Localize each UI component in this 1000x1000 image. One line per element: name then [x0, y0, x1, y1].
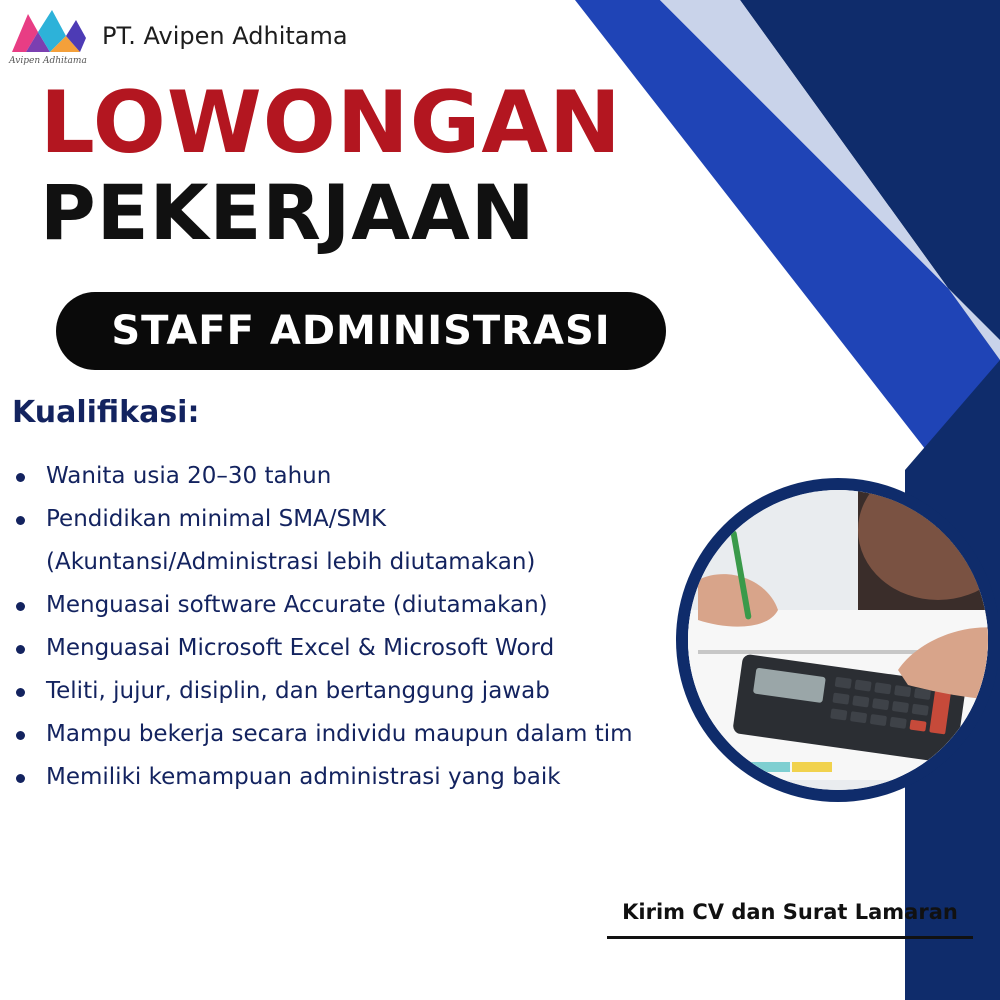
company-logo-icon — [8, 8, 88, 78]
cta-underline — [607, 936, 973, 939]
headline-line2: PEKERJAAN — [40, 168, 536, 257]
company-name: PT. Avipen Adhitama — [102, 22, 348, 50]
logo-caption: Avipen Adhitama — [9, 56, 87, 66]
bullet-icon — [16, 774, 25, 783]
bullet-icon — [16, 602, 25, 611]
cta-text: Kirim CV dan Surat Lamaran — [622, 900, 958, 924]
list-item: Mampu bekerja secara individu maupun dalam tim — [14, 713, 634, 756]
calculator-photo-illustration — [668, 470, 998, 810]
position-badge — [56, 292, 666, 370]
position-title: STAFF ADMINISTRASI — [111, 308, 611, 354]
list-item: Memiliki kemampuan administrasi yang baik — [14, 756, 634, 799]
list-item: Teliti, jujur, disiplin, dan bertanggung jawab — [14, 670, 634, 713]
qualifications-list — [14, 455, 634, 799]
bullet-icon — [16, 473, 25, 482]
list-item: Menguasai software Accurate (diutamakan) — [14, 584, 634, 627]
bullet-icon — [16, 645, 25, 654]
bullet-icon — [16, 516, 25, 525]
bullet-icon — [16, 731, 25, 740]
headline-line1: LOWONGAN — [40, 73, 622, 173]
list-item: Wanita usia 20–30 tahun — [14, 455, 634, 498]
bullet-icon — [16, 688, 25, 697]
qualifications-heading: Kualifikasi: — [12, 395, 200, 430]
list-item: Menguasai Microsoft Excel & Microsoft Word — [14, 627, 634, 670]
list-item: Pendidikan minimal SMA/SMK (Akuntansi/Administrasi lebih diutamakan) — [14, 498, 634, 584]
